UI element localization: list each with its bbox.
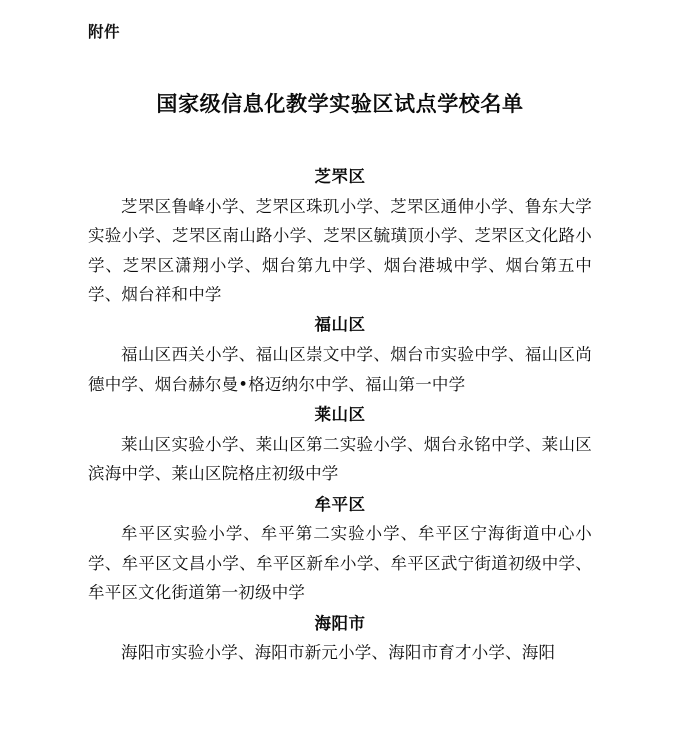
section-heading: 海阳市: [314, 613, 366, 633]
section-body: 莱山区实验小学、莱山区第二实验小学、烟台永铭中学、莱山区滨海中学、莱山区院格庄初级中学: [88, 434, 592, 484]
section-fushan: [88, 311, 592, 399]
section-heading: 福山区: [314, 315, 366, 335]
section-body: 牟平区实验小学、牟平第二实验小学、牟平区宁海街道中心小学、牟平区文昌小学、牟平区新牟小学、牟平区武宁街道初级中学、牟平区文化街道第一初级中学: [88, 524, 592, 603]
section-body: 芝罘区鲁峰小学、芝罘区珠玑小学、芝罘区通伸小学、鲁东大学实验小学、芝罘区南山路小学、芝罘区毓璜顶小学、芝罘区文化路小学、芝罘区潇翔小学、烟台第九中学、烟台港城中学、烟台第五中学、烟台祥和中学: [88, 196, 592, 305]
section-body: 海阳市实验小学、海阳市新元小学、海阳市育才小学、海阳: [121, 643, 556, 663]
section-muping: [88, 491, 592, 608]
section-heading: 芝罘区: [314, 167, 366, 187]
section-heading: 莱山区: [314, 404, 366, 424]
section-body: 福山区西关小学、福山区崇文中学、烟台市实验中学、福山区尚德中学、烟台赫尔曼•格迈纳尔中学、福山第一中学: [88, 345, 592, 394]
section-haiyang: [88, 610, 592, 668]
section-heading: 牟平区: [314, 494, 366, 514]
section-zhifu: [88, 163, 592, 309]
page-title: 国家级信息化教学实验区试点学校名单: [156, 91, 524, 116]
attachment-label: 附件: [88, 23, 121, 41]
section-laishan: [88, 401, 592, 489]
